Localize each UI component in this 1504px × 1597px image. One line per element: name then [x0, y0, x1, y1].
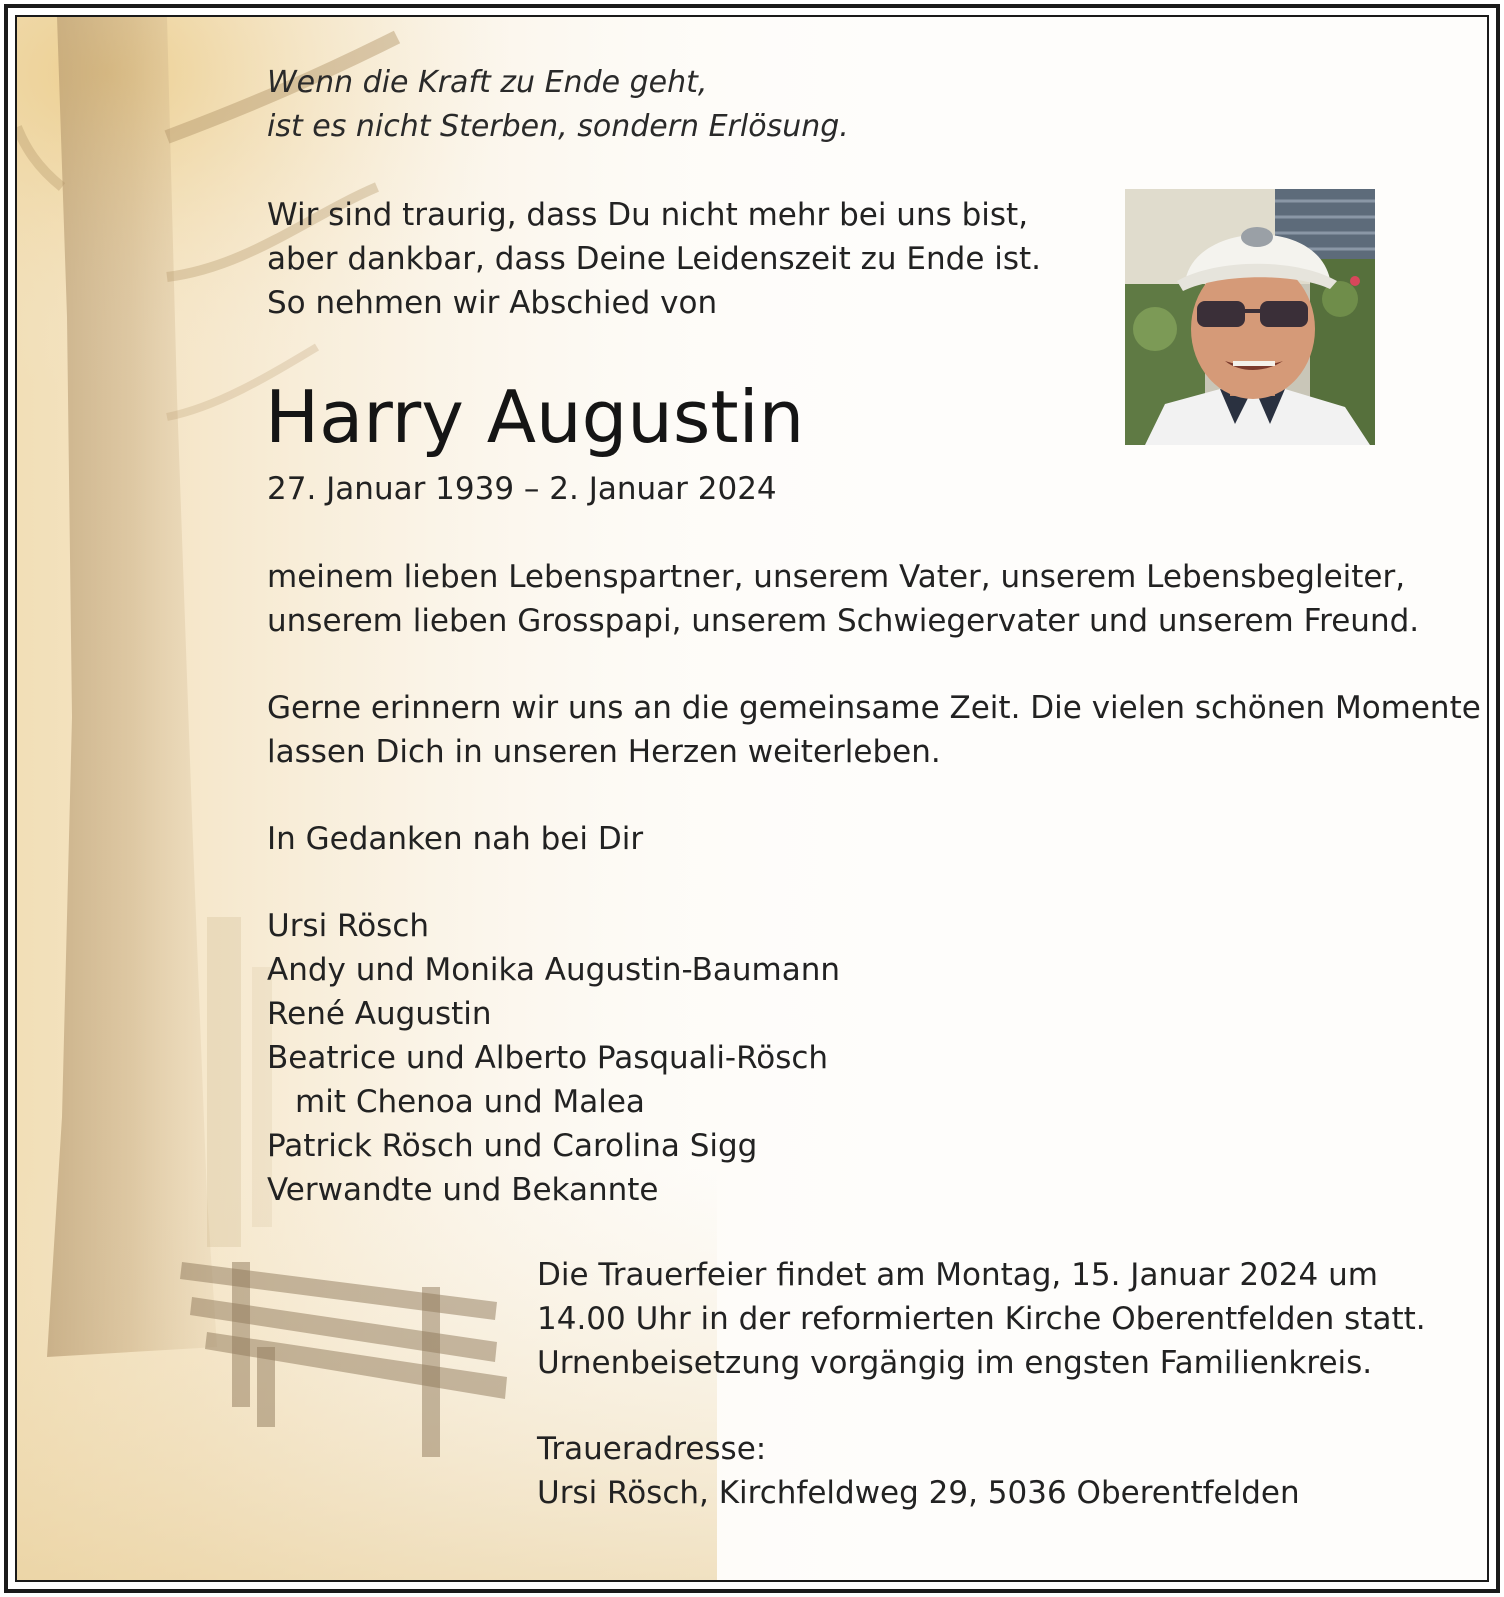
motto-line: ist es nicht Sterben, sondern Erlösung.	[267, 109, 849, 144]
ceremony-line: Urnenbeisetzung vorgängig im engsten Familienkreis.	[537, 1345, 1373, 1381]
relation-line: meinem lieben Lebenspartner, unserem Vater, unserem Lebensbegleiter,	[267, 559, 1406, 595]
mourner-name: Ursi Rösch	[267, 908, 430, 944]
address-value: Ursi Rösch, Kirchfeldweg 29, 5036 Oberentfelden	[537, 1475, 1300, 1511]
mourning-address	[537, 1427, 1300, 1515]
closing-phrase: In Gedanken nah bei Dir	[267, 821, 644, 857]
relation-text	[267, 555, 1419, 643]
relation-line: unserem lieben Grosspapi, unserem Schwiegervater und unserem Freund.	[267, 603, 1420, 639]
portrait-photo	[1125, 189, 1375, 445]
mourner-name: mit Chenoa und Malea	[295, 1084, 645, 1120]
ceremony-line: 14.00 Uhr in der reformierten Kirche Oberentfelden statt.	[537, 1301, 1426, 1337]
mourner-name: Verwandte und Bekannte	[267, 1172, 659, 1208]
ceremony-info	[537, 1253, 1426, 1385]
intro-line: Wir sind traurig, dass Du nicht mehr bei uns bist,	[267, 197, 1029, 233]
motto-quote	[267, 61, 849, 149]
intro-text	[267, 193, 1041, 325]
ceremony-line: Die Trauerfeier findet am Montag, 15. Januar 2024 um	[537, 1257, 1378, 1293]
memory-line: lassen Dich in unseren Herzen weiterleben.	[267, 734, 941, 770]
life-dates: 27. Januar 1939 – 2. Januar 2024	[267, 471, 777, 507]
address-label: Traueradresse:	[537, 1431, 767, 1467]
mourners-list	[267, 904, 840, 1212]
intro-line: So nehmen wir Abschied von	[267, 285, 718, 321]
memory-line: Gerne erinnern wir uns an die gemeinsame Zeit. Die vielen schönen Momente	[267, 690, 1481, 726]
deceased-name: Harry Augustin	[265, 375, 805, 459]
mourner-name: René Augustin	[267, 996, 492, 1032]
memory-text	[267, 686, 1481, 774]
mourner-name: Patrick Rösch und Carolina Sigg	[267, 1128, 758, 1164]
intro-line: aber dankbar, dass Deine Leidenszeit zu Ende ist.	[267, 241, 1042, 277]
inner-border	[15, 15, 1489, 1582]
mourner-name: Andy und Monika Augustin-Baumann	[267, 952, 841, 988]
mourner-name: Beatrice und Alberto Pasquali-Rösch	[267, 1040, 829, 1076]
motto-line: Wenn die Kraft zu Ende geht,	[267, 65, 708, 100]
